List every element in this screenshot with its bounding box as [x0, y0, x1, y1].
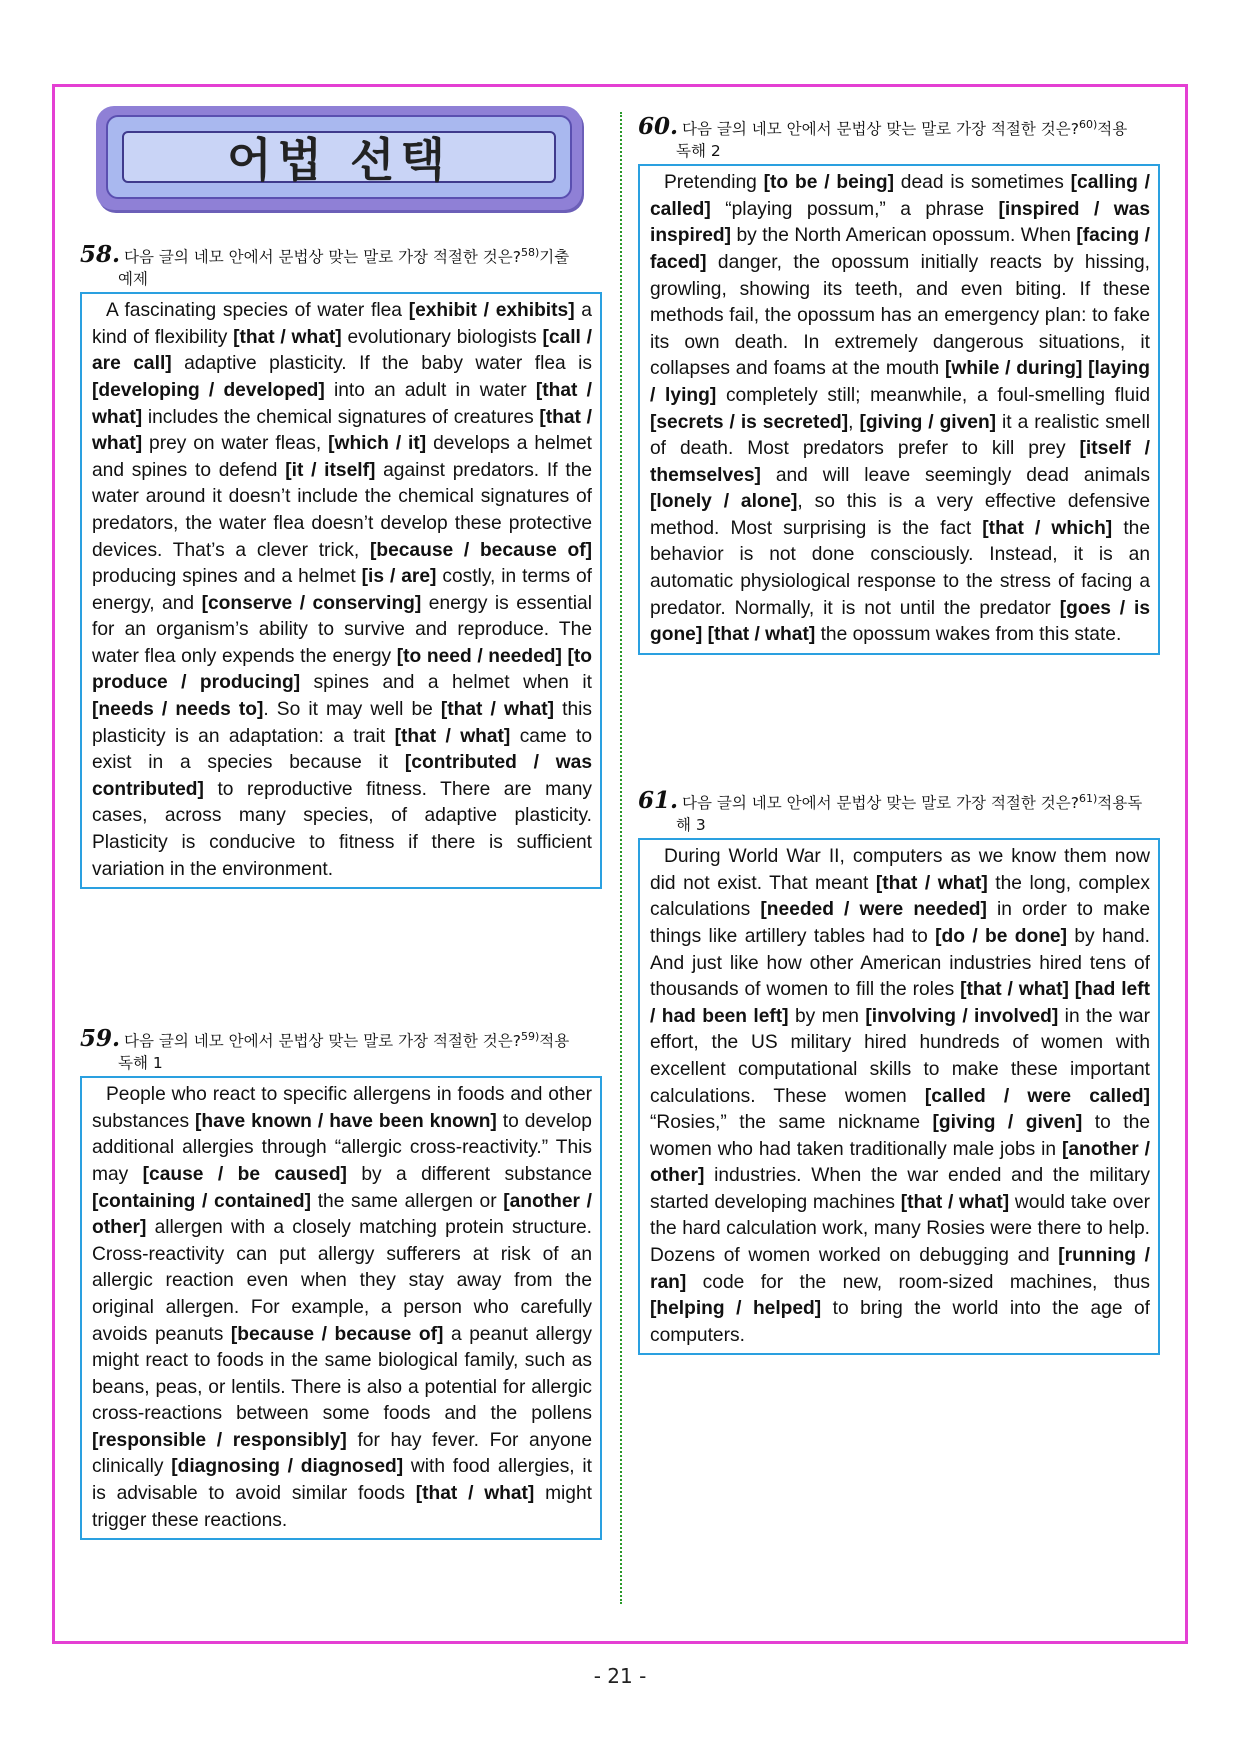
passage-fragment: . So it may well be: [263, 699, 441, 721]
question-prompt: 다음 글의 네모 안에서 문법상 맞는 말로 가장 적절한 것은?: [682, 794, 1079, 813]
passage-fragment: industries. When the war ended and the military started developing machines: [650, 1165, 1150, 1213]
passage-fragment: “playing possum,” a phrase: [710, 198, 999, 220]
question-source: 적용: [539, 1032, 570, 1051]
title-band: [122, 131, 556, 187]
question-prompt: 다음 글의 네모 안에서 문법상 맞는 말로 가장 적절한 것은?: [124, 1032, 521, 1051]
passage-fragment: , so this is a very effective defensive method. Most surprising is the fact: [650, 491, 1150, 539]
grammar-choice: [called / were called]: [924, 1085, 1150, 1107]
grammar-choice: [needs / needs to]: [92, 699, 264, 721]
grammar-choice: [call / are call]: [92, 326, 592, 375]
question-footnote: 61): [1078, 792, 1098, 805]
passage-fragment: prey on water fleas,: [142, 433, 329, 455]
question-header: [638, 114, 1160, 162]
grammar-choice: [that / which]: [982, 517, 1113, 539]
passage-fragment: producing spines and a helmet: [92, 566, 362, 588]
grammar-choice: [diagnosing / diagnosed]: [171, 1456, 404, 1478]
question-header: [638, 788, 1160, 836]
passage-fragment: by men: [788, 1005, 866, 1027]
question-source-cont: 독해 2: [676, 142, 721, 161]
passage-fragment: includes the chemical signatures of creatures: [142, 406, 540, 428]
passage-fragment: develops a helmet and spines to defend: [92, 433, 592, 481]
grammar-choice: [secrets / is secreted]: [650, 411, 849, 433]
passage-fragment: the opossum wakes from this state.: [815, 624, 1122, 646]
page-number: - 21 -: [593, 1664, 647, 1688]
passage-fragment: energy is essential for an organism’s ability to survive and reproduce. The water flea only expends the energy: [92, 592, 592, 667]
grammar-choice: [giving / given]: [859, 411, 997, 433]
question-source: 적용독: [1097, 794, 1143, 813]
passage-fragment: completely still; meanwhile, a foul-smelling fluid: [716, 384, 1151, 406]
passage-fragment: in order to make things like artillery tables had to: [650, 899, 1150, 947]
grammar-choice: [because / because of]: [369, 539, 592, 561]
grammar-choice: [facing / faced]: [650, 225, 1151, 273]
grammar-choice: [another / other]: [650, 1138, 1150, 1187]
grammar-choice: [running / ran]: [650, 1245, 1150, 1293]
passage-fragment: to bring the world into the age of computers.: [650, 1298, 1150, 1346]
question-58: [80, 242, 602, 889]
passage-fragment: would take over the hard calculation work, many Rosies were there to help. Dozens of women worked on debugging and: [650, 1191, 1151, 1267]
grammar-choice: [that / what]: [900, 1191, 1010, 1213]
question-footnote: 60): [1078, 118, 1098, 131]
question-59: [80, 1026, 602, 1540]
grammar-choice: [that / what]: [415, 1483, 535, 1505]
grammar-choice: [responsible / responsibly]: [92, 1429, 347, 1451]
grammar-choice: [containing / contained]: [92, 1190, 312, 1212]
passage-fragment: might trigger these reactions.: [92, 1483, 592, 1531]
grammar-choice: [goes / is gone]: [650, 597, 1150, 646]
grammar-choice: [laying / lying]: [650, 358, 1150, 406]
passage-fragment: During World War II, computers as we know them now did not exist. That meant: [650, 846, 1150, 894]
question-source: 기출: [539, 248, 570, 267]
passage-text: [92, 298, 592, 883]
passage-fragment: with food allergies, it is advisable to avoid similar foods: [92, 1456, 592, 1505]
passage-box: [80, 292, 602, 889]
grammar-choice: [that / what]: [394, 725, 511, 747]
question-source-cont: 독해 1: [118, 1054, 163, 1073]
passage-fragment: came to exist in a species because it: [92, 725, 592, 774]
question-number: 58.: [80, 241, 121, 269]
question-prompt: 다음 글의 네모 안에서 문법상 맞는 말로 가장 적절한 것은?: [124, 248, 521, 267]
grammar-choice: [while / during]: [945, 358, 1083, 380]
passage-fragment: to the women who had taken traditionally male jobs in: [650, 1112, 1150, 1160]
grammar-choice: [do / be done]: [935, 925, 1067, 947]
question-header: [80, 1026, 602, 1074]
passage-text: [650, 170, 1150, 649]
grammar-choice: [that / what]: [233, 326, 342, 348]
passage-box: [80, 1076, 602, 1540]
passage-fragment: a peanut allergy might react to foods in the same biological family, such as beans, peas, or lentils. There is also a potential for allergic cross-reactions between some foods and the pollens: [92, 1323, 593, 1425]
title-banner: [96, 106, 582, 210]
question-number: 61.: [638, 787, 679, 815]
grammar-choice: [lonely / alone]: [650, 491, 798, 513]
passage-fragment: costly, in terms of energy, and: [92, 566, 592, 614]
question-number: 59.: [80, 1025, 121, 1053]
passage-fragment: the same allergen or: [311, 1190, 504, 1212]
title-banner-inner: [106, 115, 572, 199]
grammar-choice: [giving / given]: [932, 1112, 1083, 1134]
grammar-choice: [that / what]: [440, 699, 555, 721]
grammar-choice: [calling / called]: [650, 172, 1150, 220]
passage-fragment: this plasticity is an adaptation: a trait: [92, 699, 592, 747]
grammar-choice: [is / are]: [361, 566, 437, 588]
passage-fragment: to develop additional allergies through “allergic cross-reactivity.” This may: [92, 1110, 592, 1185]
grammar-choice: [developing / developed]: [92, 379, 325, 401]
passage-fragment: to reproductive fitness. There are many cases, across many species, of adaptive plasticity. Plasticity is conducive to fitness if there is sufficient variation in the environment.: [92, 778, 592, 880]
grammar-choice: [inspired / was inspired]: [650, 198, 1150, 247]
passage-fragment: by hand. And just like how other American industries hired tens of thousands of women to fill the roles: [650, 925, 1150, 1001]
passage-fragment: Pretending: [664, 172, 764, 194]
grammar-choice: [contributed / was contributed]: [92, 752, 592, 800]
passage-fragment: for hay fever. For anyone clinically: [92, 1429, 592, 1478]
question-60: [638, 114, 1160, 655]
passage-fragment: the long, complex calculations: [650, 872, 1150, 921]
passage-fragment: against predators. If the water around it doesn’t include the chemical signatures of predators, the water flea doesn’t develop these protective devices. That’s a clever trick,: [92, 459, 592, 561]
passage-fragment: “Rosies,” the same nickname: [650, 1112, 933, 1134]
passage-box: [638, 164, 1160, 655]
question-61: [638, 788, 1160, 1355]
grammar-choice: [exhibit / exhibits]: [408, 300, 575, 322]
passage-fragment: danger, the opossum initially reacts by hissing, growling, showing its teeth, and even biting. If these methods fail, the opossum has an emergency plan: to fake its own death. In extremely dangerous situations, it collapses and foams at the mouth: [650, 251, 1150, 380]
question-number: 60.: [638, 113, 679, 141]
grammar-choice: [it / itself]: [285, 459, 376, 481]
grammar-choice: [to be / being]: [763, 172, 894, 194]
passage-fragment: it a realistic smell of death. Most predators prefer to kill prey: [650, 411, 1150, 460]
grammar-choice: [because / because of]: [230, 1323, 444, 1345]
question-source-cont: 예제: [118, 270, 148, 289]
passage-fragment: spines and a helmet when it: [300, 672, 592, 694]
question-footnote: 58): [520, 246, 540, 259]
question-source-cont: 해 3: [676, 816, 706, 835]
grammar-choice: [to produce / producing]: [92, 645, 592, 694]
grammar-choice: [conserve / conserving]: [201, 592, 422, 614]
grammar-choice: [needed / were needed]: [760, 899, 987, 921]
passage-text: [650, 844, 1150, 1349]
grammar-choice: [another / other]: [92, 1190, 592, 1239]
question-source: 적용: [1097, 120, 1128, 139]
passage-fragment: evolutionary biologists: [341, 326, 543, 348]
passage-fragment: a kind of flexibility: [92, 300, 592, 348]
question-footnote: 59): [520, 1030, 540, 1043]
passage-fragment: by the North American opossum. When: [731, 225, 1077, 247]
column-divider: [620, 112, 622, 1604]
grammar-choice: [that / what]: [960, 979, 1069, 1001]
passage-fragment: People who react to specific allergens in foods and other substances: [92, 1084, 592, 1132]
passage-fragment: adaptive plasticity. If the baby water flea is: [171, 353, 592, 375]
passage-fragment: allergen with a closely matching protein structure. Cross-reactivity can put allergy sufferers at risk of an allergic reaction even when they stay away from the original allergen. For example, a person who carefully avoids peanuts: [92, 1217, 592, 1345]
passage-fragment: A fascinating species of water flea: [106, 300, 409, 322]
question-header: [80, 242, 602, 290]
passage-fragment: and will leave seemingly dead animals: [760, 464, 1150, 486]
grammar-choice: [cause / be caused]: [142, 1163, 347, 1185]
grammar-choice: [itself / themselves]: [650, 438, 1150, 486]
passage-fragment: into an adult in water: [324, 379, 536, 401]
grammar-choice: [that / what]: [92, 379, 592, 428]
grammar-choice: [to need / needed]: [396, 645, 562, 667]
grammar-choice: [that / what]: [875, 872, 988, 894]
grammar-choice: [which / it]: [328, 433, 427, 455]
grammar-choice: [involving / involved]: [865, 1005, 1059, 1027]
passage-text: [92, 1082, 592, 1534]
page-title: 어법 선택: [227, 133, 451, 187]
passage-fragment: dead is sometimes: [893, 172, 1071, 194]
grammar-choice: [that / what]: [707, 624, 816, 646]
grammar-choice: [have known / have been known]: [195, 1110, 497, 1132]
passage-fragment: the behavior is not done consciously. Instead, it is an automatic physiological response to the stress of facing a predator. Normally, it is not until the predator: [650, 517, 1151, 619]
passage-fragment: ,: [848, 411, 860, 433]
passage-box: [638, 838, 1160, 1355]
passage-fragment: in the war effort, the US military hired hundreds of women with excellent computational skills to make these important calculations. These women: [650, 1005, 1150, 1107]
question-prompt: 다음 글의 네모 안에서 문법상 맞는 말로 가장 적절한 것은?: [682, 120, 1079, 139]
grammar-choice: [had left / had been left]: [650, 979, 1150, 1027]
passage-fragment: code for the new, room-sized machines, thus: [686, 1271, 1150, 1293]
grammar-choice: [that / what]: [92, 406, 592, 455]
passage-fragment: by a different substance: [346, 1163, 592, 1185]
grammar-choice: [helping / helped]: [650, 1298, 822, 1320]
